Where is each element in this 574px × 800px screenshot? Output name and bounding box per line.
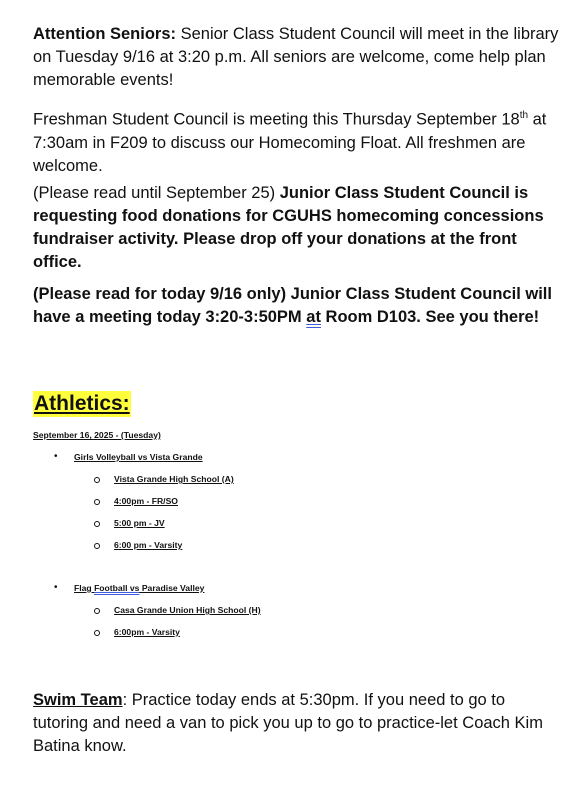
- senior-announcement-text: Senior Class Student Council will meet in the library on Tuesday 9/16 at 3:20 p.m. All seniors are welcome, come help plan memorable events!: [33, 25, 559, 89]
- junior-donation-announcement: [33, 182, 563, 274]
- swim-team-text: : Practice today ends at 5:30pm. If you need to go to tutoring and need a van to pick you up to go to practice-let Coach Kim Batina know.: [33, 691, 543, 755]
- junior-meeting-text-before: (Please read for today 9/16 only) Junior Class Student Council will have a meeting today 3:20-3:50PM: [33, 285, 552, 326]
- event-detail: 6:00 pm - Varsity: [114, 540, 183, 550]
- event-detail: Vista Grande High School (A): [114, 474, 234, 484]
- circle-bullet-icon: [94, 521, 100, 527]
- senior-council-announcement: [33, 23, 563, 92]
- swim-team-announcement: [33, 689, 563, 758]
- junior-meeting-at: at: [306, 308, 321, 326]
- athletics-heading: Athletics:: [34, 392, 130, 415]
- circle-bullet-icon: [94, 630, 100, 636]
- event-detail: Casa Grande Union High School (H): [114, 605, 261, 615]
- circle-bullet-icon: [94, 499, 100, 505]
- senior-announcement-lead: Attention Seniors:: [33, 25, 176, 43]
- bullet-icon: •: [54, 451, 58, 462]
- junior-donation-lead: (Please read until September 25): [33, 184, 280, 202]
- freshman-announcement-superscript: th: [519, 110, 529, 121]
- event-title: Girls Volleyball vs Vista Grande: [74, 452, 203, 462]
- bullet-icon: •: [54, 582, 58, 593]
- event-title-part: Paradise Valley: [139, 583, 205, 593]
- circle-bullet-icon: [94, 608, 100, 614]
- freshman-announcement-text-before: Freshman Student Council is meeting this Thursday September 18: [33, 110, 520, 129]
- event-title-part: Flag: [74, 583, 95, 593]
- junior-meeting-text-after: Room D103. See you there!: [320, 308, 540, 326]
- event-title-marked: Football vs: [94, 583, 140, 593]
- swim-team-label: Swim Team: [33, 691, 123, 709]
- event-detail: 5:00 pm - JV: [114, 518, 165, 528]
- athletics-date: September 16, 2025 - (Tuesday): [33, 430, 161, 440]
- event-detail: 6:00pm - Varsity: [114, 627, 180, 637]
- event-title: [74, 582, 204, 594]
- junior-donation-text: Junior Class Student Council is requesting food donations for CGUHS homecoming concessions fundraiser activity. Please drop off your donations at the front office.: [33, 184, 544, 271]
- freshman-announcement-text-after: at 7:30am in F209 to discuss our Homecoming Float. All freshmen are welcome.: [33, 110, 547, 175]
- event-detail: 4:00pm - FR/SO: [114, 496, 178, 506]
- circle-bullet-icon: [94, 477, 100, 483]
- freshman-council-announcement: [33, 104, 563, 178]
- circle-bullet-icon: [94, 543, 100, 549]
- junior-meeting-announcement: [33, 283, 563, 329]
